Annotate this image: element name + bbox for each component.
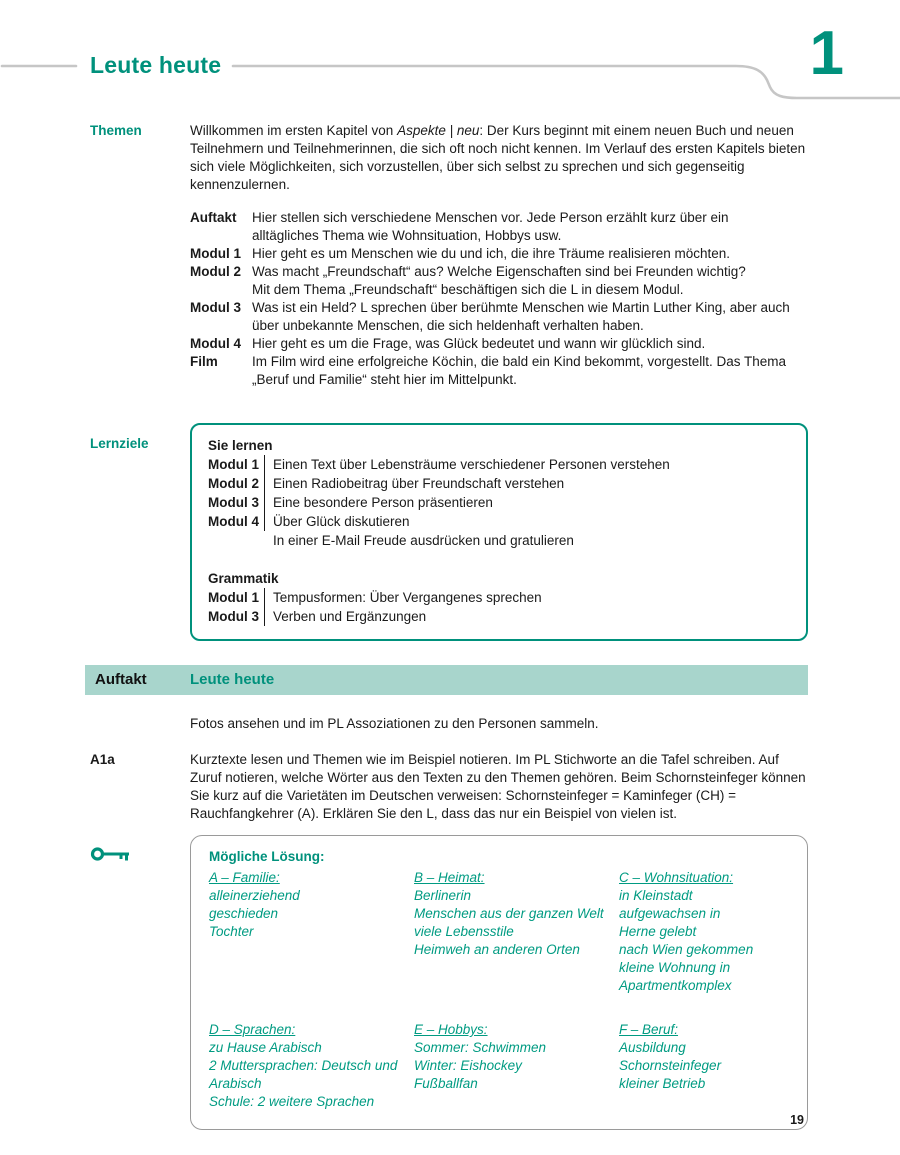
list-item [208,531,790,550]
solution-block-e [414,1021,619,1111]
module-overview-list [190,209,808,389]
solution-line: nach Wien gekommen [619,942,754,957]
module-label: Modul 1 [208,457,259,472]
auftakt-band-label: Auftakt [95,671,147,688]
themen-intro-book-title: Aspekte | neu [397,123,480,138]
module-text-line: alltägliches Thema wie Wohnsituation, Hobbys usw. [252,228,562,243]
page-title: Leute heute [90,52,222,78]
solution-key-cell [90,845,190,868]
a1a-section [90,751,808,823]
module-text-line: Hier geht es um Menschen wie du und ich, die ihre Träume realisieren möchten. [252,246,730,261]
solution-line: Fußballfan [414,1076,478,1091]
module-label: Modul 1 [190,246,241,261]
auftakt-intro-row [90,715,808,733]
module-text-line: Was macht „Freundschaft“ aus? Welche Eigenschaften sind bei Freunden wichtig? [252,264,746,279]
goal-text: Verben und Ergänzungen [264,607,426,626]
module-label: Modul 3 [208,609,259,624]
solution-line: Sommer: Schwimmen [414,1040,547,1055]
module-label: Modul 2 [208,476,259,491]
spacer [208,550,790,569]
solution-block-c [619,869,789,995]
goal-text: Einen Radiobeitrag über Freundschaft verstehen [264,474,564,493]
module-label: Film [190,354,218,369]
module-label: Modul 4 [208,514,259,529]
auftakt-band-title: Leute heute [190,671,275,688]
sie-lernen-heading: Sie lernen [208,438,273,453]
module-text [252,299,808,335]
solution-line: Ausbildung Schornsteinfeger [619,1040,722,1073]
lernziele-box [190,423,808,641]
module-label: Modul 1 [208,590,259,605]
solution-line: Berlinerin [414,888,472,903]
solution-grid [209,869,789,1111]
goal-text: Über Glück diskutieren [264,512,410,531]
list-item [208,588,790,607]
solution-title: Mögliche Lösung: [209,849,325,864]
solution-line: alleinerziehend [209,888,300,903]
module-text-line: über unbekannte Menschen, die sich heldenhaft verhalten haben. [252,318,644,333]
solution-line: Arabisch [209,1076,262,1091]
solution-block-f [619,1021,789,1111]
chapter-number: 1 [809,19,844,88]
solution-block-heading: A – Familie: [209,870,280,885]
module-text-line: Hier stellen sich verschiedene Menschen vor. Jede Person erzählt kurz über ein [252,210,729,225]
lernziele-content [190,423,808,641]
list-item [208,607,790,626]
solution-box [190,835,808,1130]
list-item [208,455,790,474]
solution-line: viele Lebensstile [414,924,514,939]
lernziele-section [90,423,808,641]
module-text-line: „Beruf und Familie“ steht hier im Mittelpunkt. [252,372,517,387]
list-item [190,353,808,389]
module-label [208,531,264,550]
solution-line: kleine Wohnung in [619,960,731,975]
solution-section [90,835,808,1130]
solution-line: Heimweh an anderen Orten [414,942,580,957]
module-label: Modul 2 [190,264,241,279]
auftakt-intro: Fotos ansehen und im PL Assoziationen zu den Personen sammeln. [190,716,599,731]
themen-content [190,122,808,389]
a1a-instructions: Kurztexte lesen und Themen wie im Beispiel notieren. Im PL Stichworte an die Tafel schreiben. Auf Zuruf notieren, welche Wörter aus den Texten zu den Themen gehören. Beim Schornsteinfeger können Sie kurz auf die Varietäten im Deutschen verweisen: Schornsteinfeger = Kaminfeger (CH) = Rauchfangkehrer (A). Erklären Sie den L, dass das nur ein Beispiel von vielen ist. [190,752,806,821]
module-text [252,245,808,263]
themen-intro-post: : Der Kurs beginnt mit einem neuen Buch und neuen Teilnehmern und Teilnehmerinnen, die sich oft noch nicht kennen. Im Verlauf des ersten Kapitels bieten sich viele Möglichkeiten, sich vorzustellen, über sich selbst zu sprechen und sich gegenseitig kennenzulernen. [190,123,806,192]
solution-line: Apartmentkomplex [619,978,732,993]
list-item [208,493,790,512]
themen-intro [190,122,808,194]
key-icon [90,845,132,863]
module-text [252,353,808,389]
solution-block-b [414,869,619,995]
module-label: Modul 4 [190,336,241,351]
solution-block-heading: E – Hobbys: [414,1022,488,1037]
module-label: Auftakt [190,210,237,225]
lernziele-label: Lernziele [90,436,149,451]
list-item [190,245,808,263]
solution-line: Schule: 2 weitere Sprachen [209,1094,375,1109]
solution-block-a [209,869,414,995]
solution-block-heading: C – Wohnsituation: [619,870,734,885]
list-item [190,209,808,245]
module-text [252,209,808,245]
solution-line: in Kleinstadt aufgewachsen in [619,888,721,921]
auftakt-section-band [85,665,808,695]
solution-line: geschieden [209,906,279,921]
module-text [252,335,808,353]
module-text-line: Hier geht es um die Frage, was Glück bedeutet und wann wir glücklich sind. [252,336,706,351]
solution-line: Menschen aus der ganzen Welt [414,906,604,921]
goal-text: Einen Text über Lebensträume verschiedener Personen verstehen [264,455,670,474]
list-item [190,263,808,299]
list-item [208,474,790,493]
solution-block-d [209,1021,414,1111]
module-text-line: Was ist ein Held? L sprechen über berühmte Menschen wie Martin Luther King, aber auch [252,300,790,315]
solution-line: 2 Muttersprachen: Deutsch und [209,1058,398,1073]
module-label: Modul 3 [190,300,241,315]
list-item [208,512,790,531]
main-content [0,122,900,1130]
goal-text: Eine besondere Person präsentieren [264,493,493,512]
module-text-line: Mit dem Thema „Freundschaft“ beschäftigen sich die L in diesem Modul. [252,282,684,297]
grammatik-heading: Grammatik [208,571,279,586]
a1a-label: A1a [90,752,115,767]
solution-line: Winter: Eishockey [414,1058,522,1073]
solution-line: Tochter [209,924,254,939]
solution-block-heading: D – Sprachen: [209,1022,296,1037]
themen-label: Themen [90,123,142,138]
solution-content [190,835,808,1130]
solution-line: kleiner Betrieb [619,1076,706,1091]
themen-section [90,122,808,389]
list-item [190,299,808,335]
solution-block-heading: B – Heimat: [414,870,485,885]
module-label: Modul 3 [208,495,259,510]
solution-line: zu Hause Arabisch [209,1040,322,1055]
list-item [190,335,808,353]
goal-text: Tempusformen: Über Vergangenes sprechen [264,588,542,607]
page-number: 19 [790,1113,804,1127]
themen-intro-pre: Willkommen im ersten Kapitel von [190,123,398,138]
solution-block-heading: F – Beruf: [619,1022,679,1037]
goal-text: In einer E-Mail Freude ausdrücken und gratulieren [273,533,574,548]
solution-line: Herne gelebt [619,924,697,939]
module-text [252,263,808,299]
module-text-line: Im Film wird eine erfolgreiche Köchin, die bald ein Kind bekommt, vorgestellt. Das Thema [252,354,786,369]
